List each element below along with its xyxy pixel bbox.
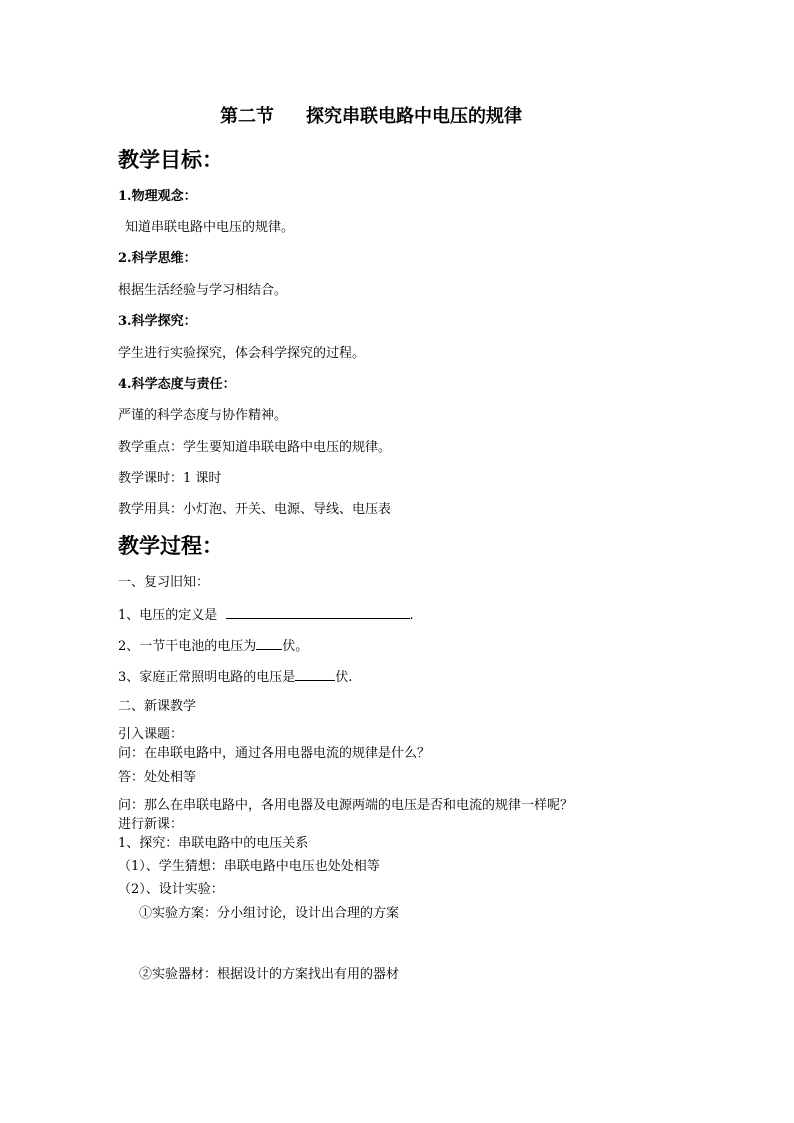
process-heading: 教学过程： [118,533,223,558]
page-title [220,105,522,129]
objective-label-inquiry: 3.科学探究： [118,314,197,329]
proceed-lesson: 进行新课： [118,817,184,832]
teaching-tools: 教学用具：小灯泡、开关、电源、导线、电压表 [118,502,392,517]
explore-item: 1、探究：串联电路中的电压关系 [118,836,309,851]
objective-text-attitude: 严谨的科学态度与协作精神。 [118,408,288,423]
section-topic: 探究串联电路中电压的规律 [306,106,522,127]
objective-label-thinking: 2.科学思维： [118,251,197,266]
experiment-equipment: ②实验器材：根据设计的方案找出有用的器材 [139,967,400,982]
design-experiment: （2）、设计实验： [118,882,224,897]
teaching-hours: 教学课时：1 课时 [118,471,222,486]
review-question-household-voltage: 3、家庭正常照明电路的电压是 伏. [118,670,353,685]
objective-label-physics: 1.物理观念： [118,189,197,204]
objective-text-thinking: 根据生活经验与学习相结合。 [118,283,288,298]
objective-text-inquiry: 学生进行实验探究，体会科学探究的过程。 [118,346,366,361]
objectives-heading: 教学目标： [118,147,223,172]
teaching-key-point: 教学重点：学生要知道串联电路中电压的规律。 [118,440,392,455]
review-question-voltage-definition: 1、电压的定义是 . [118,608,414,623]
answer-blank[interactable] [226,606,410,619]
review-heading: 一、复习旧知： [118,575,210,590]
objective-label-attitude: 4.科学态度与责任： [118,377,236,392]
intro-topic: 引入课题： [118,727,184,742]
question-voltage-rule: 问：那么在串联电路中，各用电器及电源两端的电压是否和电流的规律一样呢？ [118,798,574,813]
review-question-battery-voltage: 2、一节干电池的电压为 伏。 [118,639,309,654]
answer-blank[interactable] [256,637,282,650]
question-current-rule: 问：在串联电路中，通过各用电器电流的规律是什么？ [118,746,431,761]
experiment-plan: ①实验方案：分小组讨论，设计出合理的方案 [139,906,400,921]
student-guess: （1）、学生猜想：串联电路中电压也处处相等 [118,859,380,874]
answer-current-rule: 答：处处相等 [118,770,197,785]
new-lesson-heading: 二、新课教学 [118,699,197,714]
section-number: 第二节 [220,106,274,127]
answer-blank[interactable] [295,668,335,681]
objective-text-physics: 知道串联电路中电压的规律。 [125,220,295,235]
